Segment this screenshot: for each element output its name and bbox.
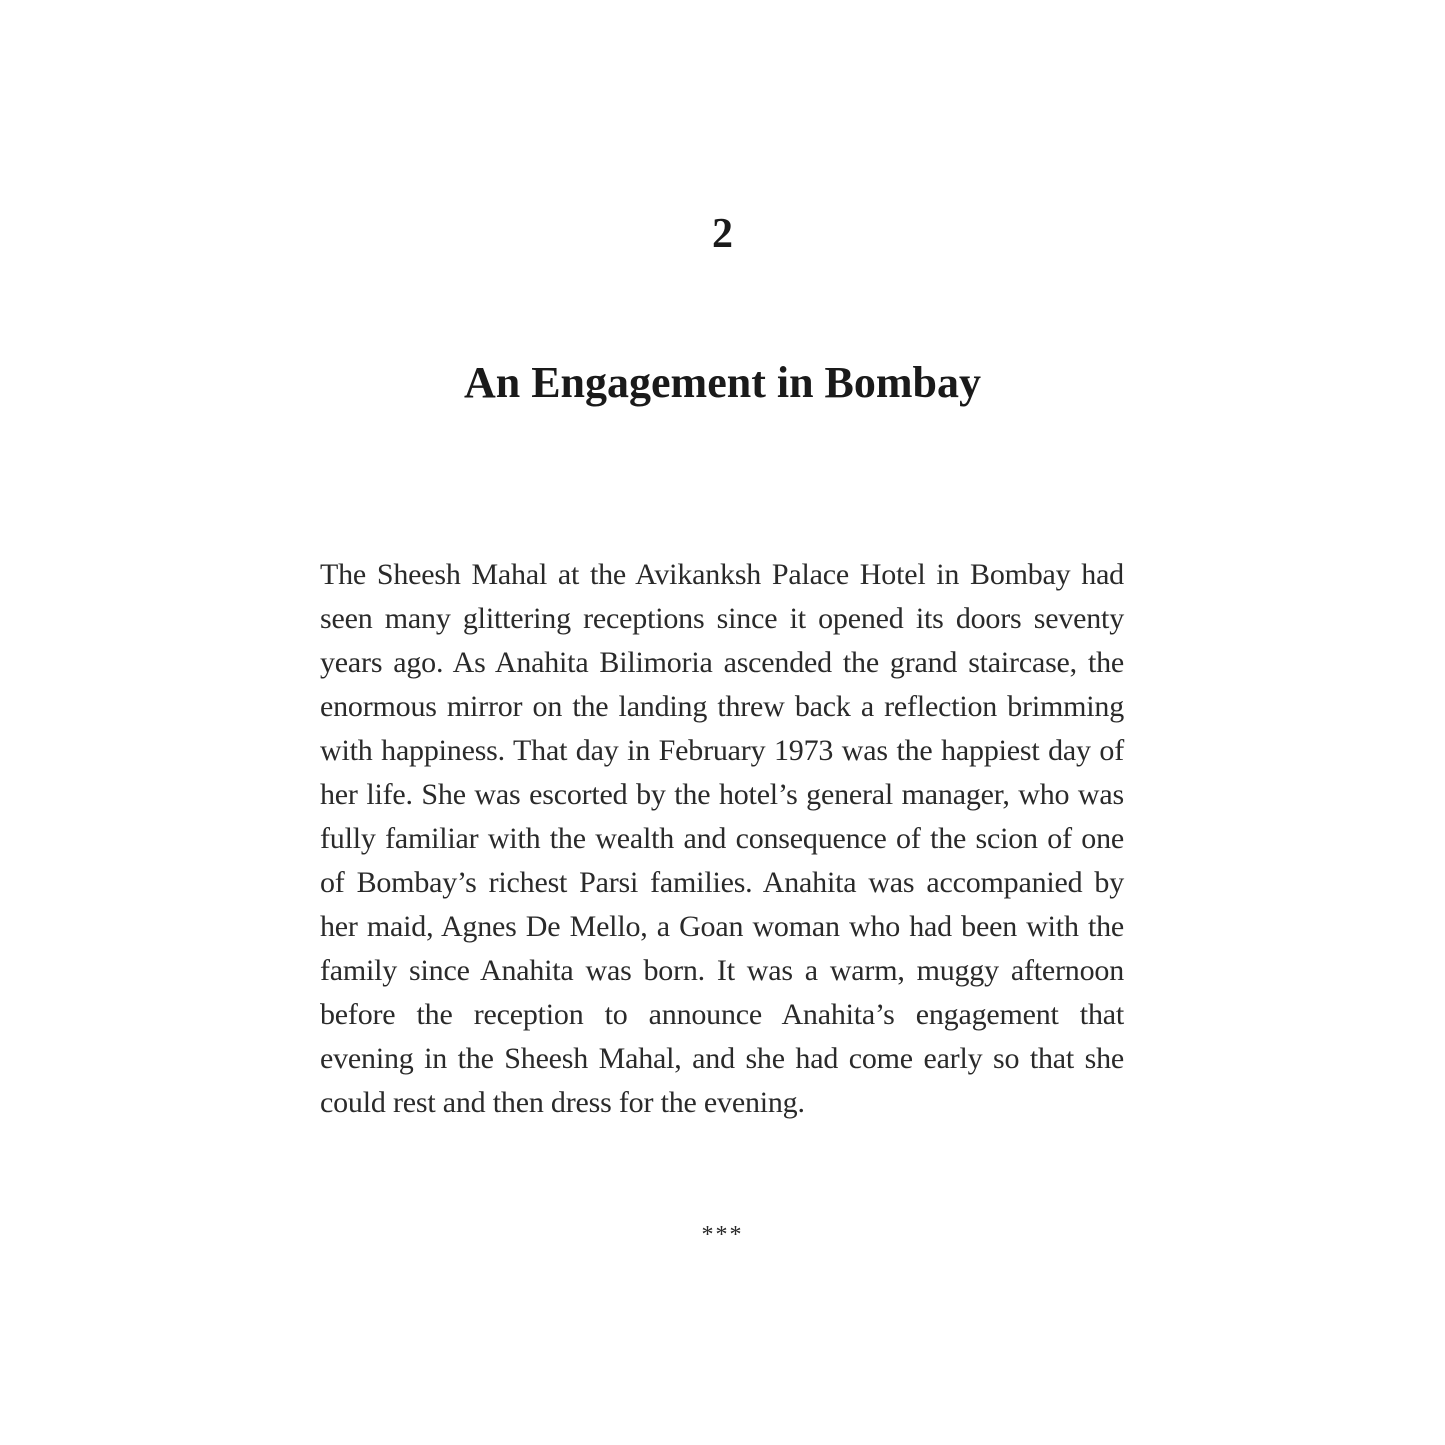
- section-break: ***: [701, 1222, 744, 1248]
- chapter-title: An Engagement in Bombay: [463, 358, 982, 407]
- chapter-number: 2: [712, 211, 733, 257]
- body-paragraph: The Sheesh Mahal at the Avikanksh Palace Hotel in Bombay had seen many glittering receptions since it opened its doors seventy years ago. As Anahita Bilimoria ascended the grand staircase, the enormous mirror on the landing threw back a reflection brimming with happiness. That day in February 1973 was the happiest day of her life. She was escorted by the hotel’s general manager, who was fully familiar with the wealth and consequence of the scion of one of Bombay’s richest Parsi families. Anahita was accompanied by her maid, Agnes De Mello, a Goan woman who had been with the family since Anahita was born. It was a warm, muggy afternoon before the reception to announce Anahita’s engagement that evening in the Sheesh Mahal, and she had come early so that she could rest and then dress for the evening.: [320, 558, 1124, 1119]
